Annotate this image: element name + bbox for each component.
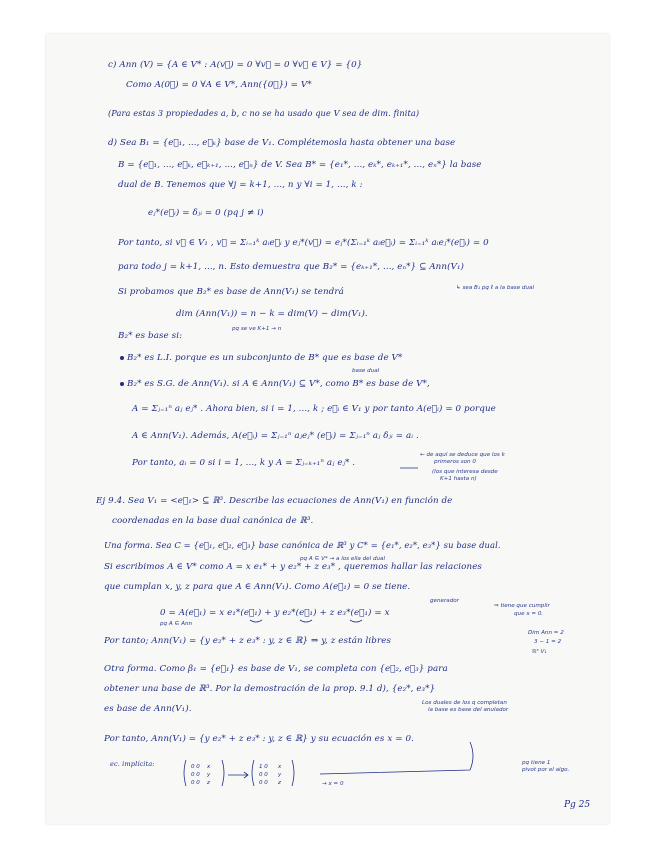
margin-note: pq A ∈ Ann (160, 621, 193, 627)
text-line: que cumplan x, y, z para que A ∈ Ann(V₁). Como A(e⃗₁) = 0 se tiene. (104, 582, 411, 592)
svg-text:x: x (207, 764, 211, 770)
text-line: Por tanto, si v⃗ ∈ V₁ , v⃗ = Σᵢ₌₁ᵏ aᵢe⃗ᵢ y eⱼ*(v⃗) = eⱼ*(Σᵢ₌₁ᵏ aᵢe⃗ᵢ) = Σᵢ₌₁ᵏ aᵢeⱼ*(e⃗ᵢ) = 0 (118, 238, 489, 248)
margin-note: ↳ sea B₁ pq ℓ a la base dual (456, 285, 535, 291)
page-number: Pg 25 (564, 800, 591, 810)
text-line: A ∈ Ann(V₁). Además, A(e⃗ᵢ) = Σⱼ₌₁ⁿ aⱼeⱼ* (e⃗ᵢ) = Σⱼ₌₁ⁿ aⱼ δⱼᵢ = aᵢ . (132, 431, 419, 441)
margin-note: la base es base del anulador (428, 707, 509, 713)
matrix-bracket-left (252, 760, 254, 786)
text-line: A = Σⱼ₌₁ⁿ aⱼ eⱼ* . Ahora bien, si i = 1, ..., k ; e⃗ᵢ ∈ V₁ y por tanto A(e⃗ᵢ) = 0 porque (132, 404, 496, 414)
margin-note: pq tiene 1 (522, 760, 551, 766)
text-line: (Para estas 3 propiedades a, b, c no se ha usado que V sea de dim. finita) (108, 108, 420, 118)
bullet-line: B₂* es S.G. de Ann(V₁). si A ∈ Ann(V₁) ⊆ V*, como B* es base de V*, (120, 379, 430, 389)
formula-line: 0 = A(e⃗₁) = x e₁*(e⃗₁) + y e₂*(e⃗₁) + z e₃*(e⃗₁) = x (160, 608, 390, 618)
svg-text:0 0: 0 0 (191, 764, 200, 770)
text-line: c) Ann (V) = {A ∈ V* : A(v⃗) = 0 ∀v⃗ = 0 ∀v⃗ ∈ V} = {0} (108, 60, 363, 70)
margin-note: ℝ³ V₁ (532, 649, 547, 655)
bullet-line: B₂* es L.I. porque es un subconjunto de B* que es base de V* (120, 353, 402, 363)
text-line: obtener una base de ℝ³. Por la demostración de la prop. 9.1 d), {e₂*, e₃*} (104, 684, 436, 694)
margin-note: (los que interesa desde (432, 469, 498, 475)
text-line: Una forma. Sea C = {e⃗₁, e⃗₂, e⃗₃} base canónica de ℝ³ y C* = {e₁*, e₂*, e₃*} su base dual. (104, 540, 501, 550)
svg-text:x: x (278, 764, 282, 770)
svg-text:z: z (207, 780, 210, 786)
svg-text:y: y (207, 772, 211, 778)
connector-line (320, 742, 473, 774)
text-line: B₂* es base si: (118, 331, 183, 341)
svg-text:0 0: 0 0 (191, 772, 200, 778)
margin-note: primeros son 0 (434, 459, 476, 465)
margin-note: pq A ∈ V* → a los ella del dual (300, 556, 386, 562)
text-line: dual de B. Tenemos que ∀j = k+1, ..., n y ∀i = 1, ..., k : (118, 180, 363, 190)
text-line: B = {e⃗₁, ..., e⃗ₖ, e⃗ₖ₊₁, ..., e⃗ₙ} de V. Sea B* = {e₁*, ..., eₖ*, eₖ₊₁*, ..., eₙ*} la base (118, 160, 482, 170)
svg-text:0 0: 0 0 (259, 772, 268, 778)
text-line: Si probamos que B₂* es base de Ann(V₁) se tendrá (118, 287, 344, 297)
text-line: para todo j = k+1, ..., n. Esto demuestra que B₂* = {eₖ₊₁*, ..., eₙ*} ⊆ Ann(V₁) (118, 262, 465, 272)
text-line: Por tanto; Ann(V₁) = {y e₂* + z e₃* : y, z ∈ ℝ} ⇒ y, z están libres (104, 636, 392, 646)
margin-note: ⇒ tiene que cumplir (494, 603, 550, 609)
margin-note: Dim Ann = 2 (528, 630, 564, 636)
margin-note: → x = 0 (322, 781, 344, 787)
margin-note: pivot por el algo. (522, 767, 570, 773)
margin-note: pq se ve K+1 → n (232, 326, 282, 332)
margin-note: generador (430, 598, 459, 604)
svg-text:1 0: 1 0 (259, 764, 268, 770)
text-line: Otra forma. Como β₁ = {e⃗₁} es base de V₁, se completa con {e⃗₂, e⃗₃} para (104, 664, 448, 674)
margin-note: ← de aquí se deduce que los k (420, 452, 505, 458)
arrow-icon (228, 772, 248, 778)
margin-note: base dual (352, 368, 380, 374)
matrix-bracket-right (222, 760, 224, 786)
margin-note: 3 − 1 = 2 (534, 639, 562, 645)
margin-note: Los duales de los q completan (422, 700, 507, 706)
text-line: Si escribimos A ∈ V* como A = x e₁* + y e₂* + z e₃* , queremos hallar las relaciones (104, 562, 482, 572)
text-line: Por tanto, aᵢ = 0 si i = 1, ..., k y A = Σⱼ₌ₖ₊₁ⁿ aⱼ eⱼ* . (132, 458, 356, 468)
text-line: d) Sea B₁ = {e⃗₁, ..., e⃗ₖ} base de V₁. Complétemosla hasta obtener una base (108, 138, 456, 148)
margin-note: que x = 0. (514, 611, 544, 617)
text-line: es base de Ann(V₁). (104, 704, 192, 714)
margin-note: K+1 hasta n) (440, 476, 477, 482)
exercise-heading: Ej 9.4. Sea V₁ = <e⃗₁> ⊆ ℝ³. Describe las ecuaciones de Ann(V₁) en función de (96, 496, 453, 506)
text-line: coordenadas en la base dual canónica de ℝ³. (112, 516, 314, 526)
text-line: Como A(0⃗) = 0 ∀A ∈ V*, Ann({0⃗}) = V* (126, 80, 312, 90)
svg-text:0 0: 0 0 (259, 780, 268, 786)
svg-text:y: y (278, 772, 282, 778)
text-line: ec. implícita: (110, 760, 155, 768)
svg-text:z: z (278, 780, 281, 786)
svg-text:0 0: 0 0 (191, 780, 200, 786)
formula-line: dim (Ann(V₁)) = n − k = dim(V) − dim(V₁). (176, 309, 368, 319)
formula-line: eⱼ*(e⃗ᵢ) = δⱼᵢ = 0 (pq j ≠ i) (148, 208, 264, 218)
matrix-bracket-right (292, 760, 294, 786)
text-line: Por tanto, Ann(V₁) = {y e₂* + z e₃* : y, z ∈ ℝ} y su ecuación es x = 0. (104, 734, 414, 744)
matrix-bracket-left (184, 760, 186, 786)
